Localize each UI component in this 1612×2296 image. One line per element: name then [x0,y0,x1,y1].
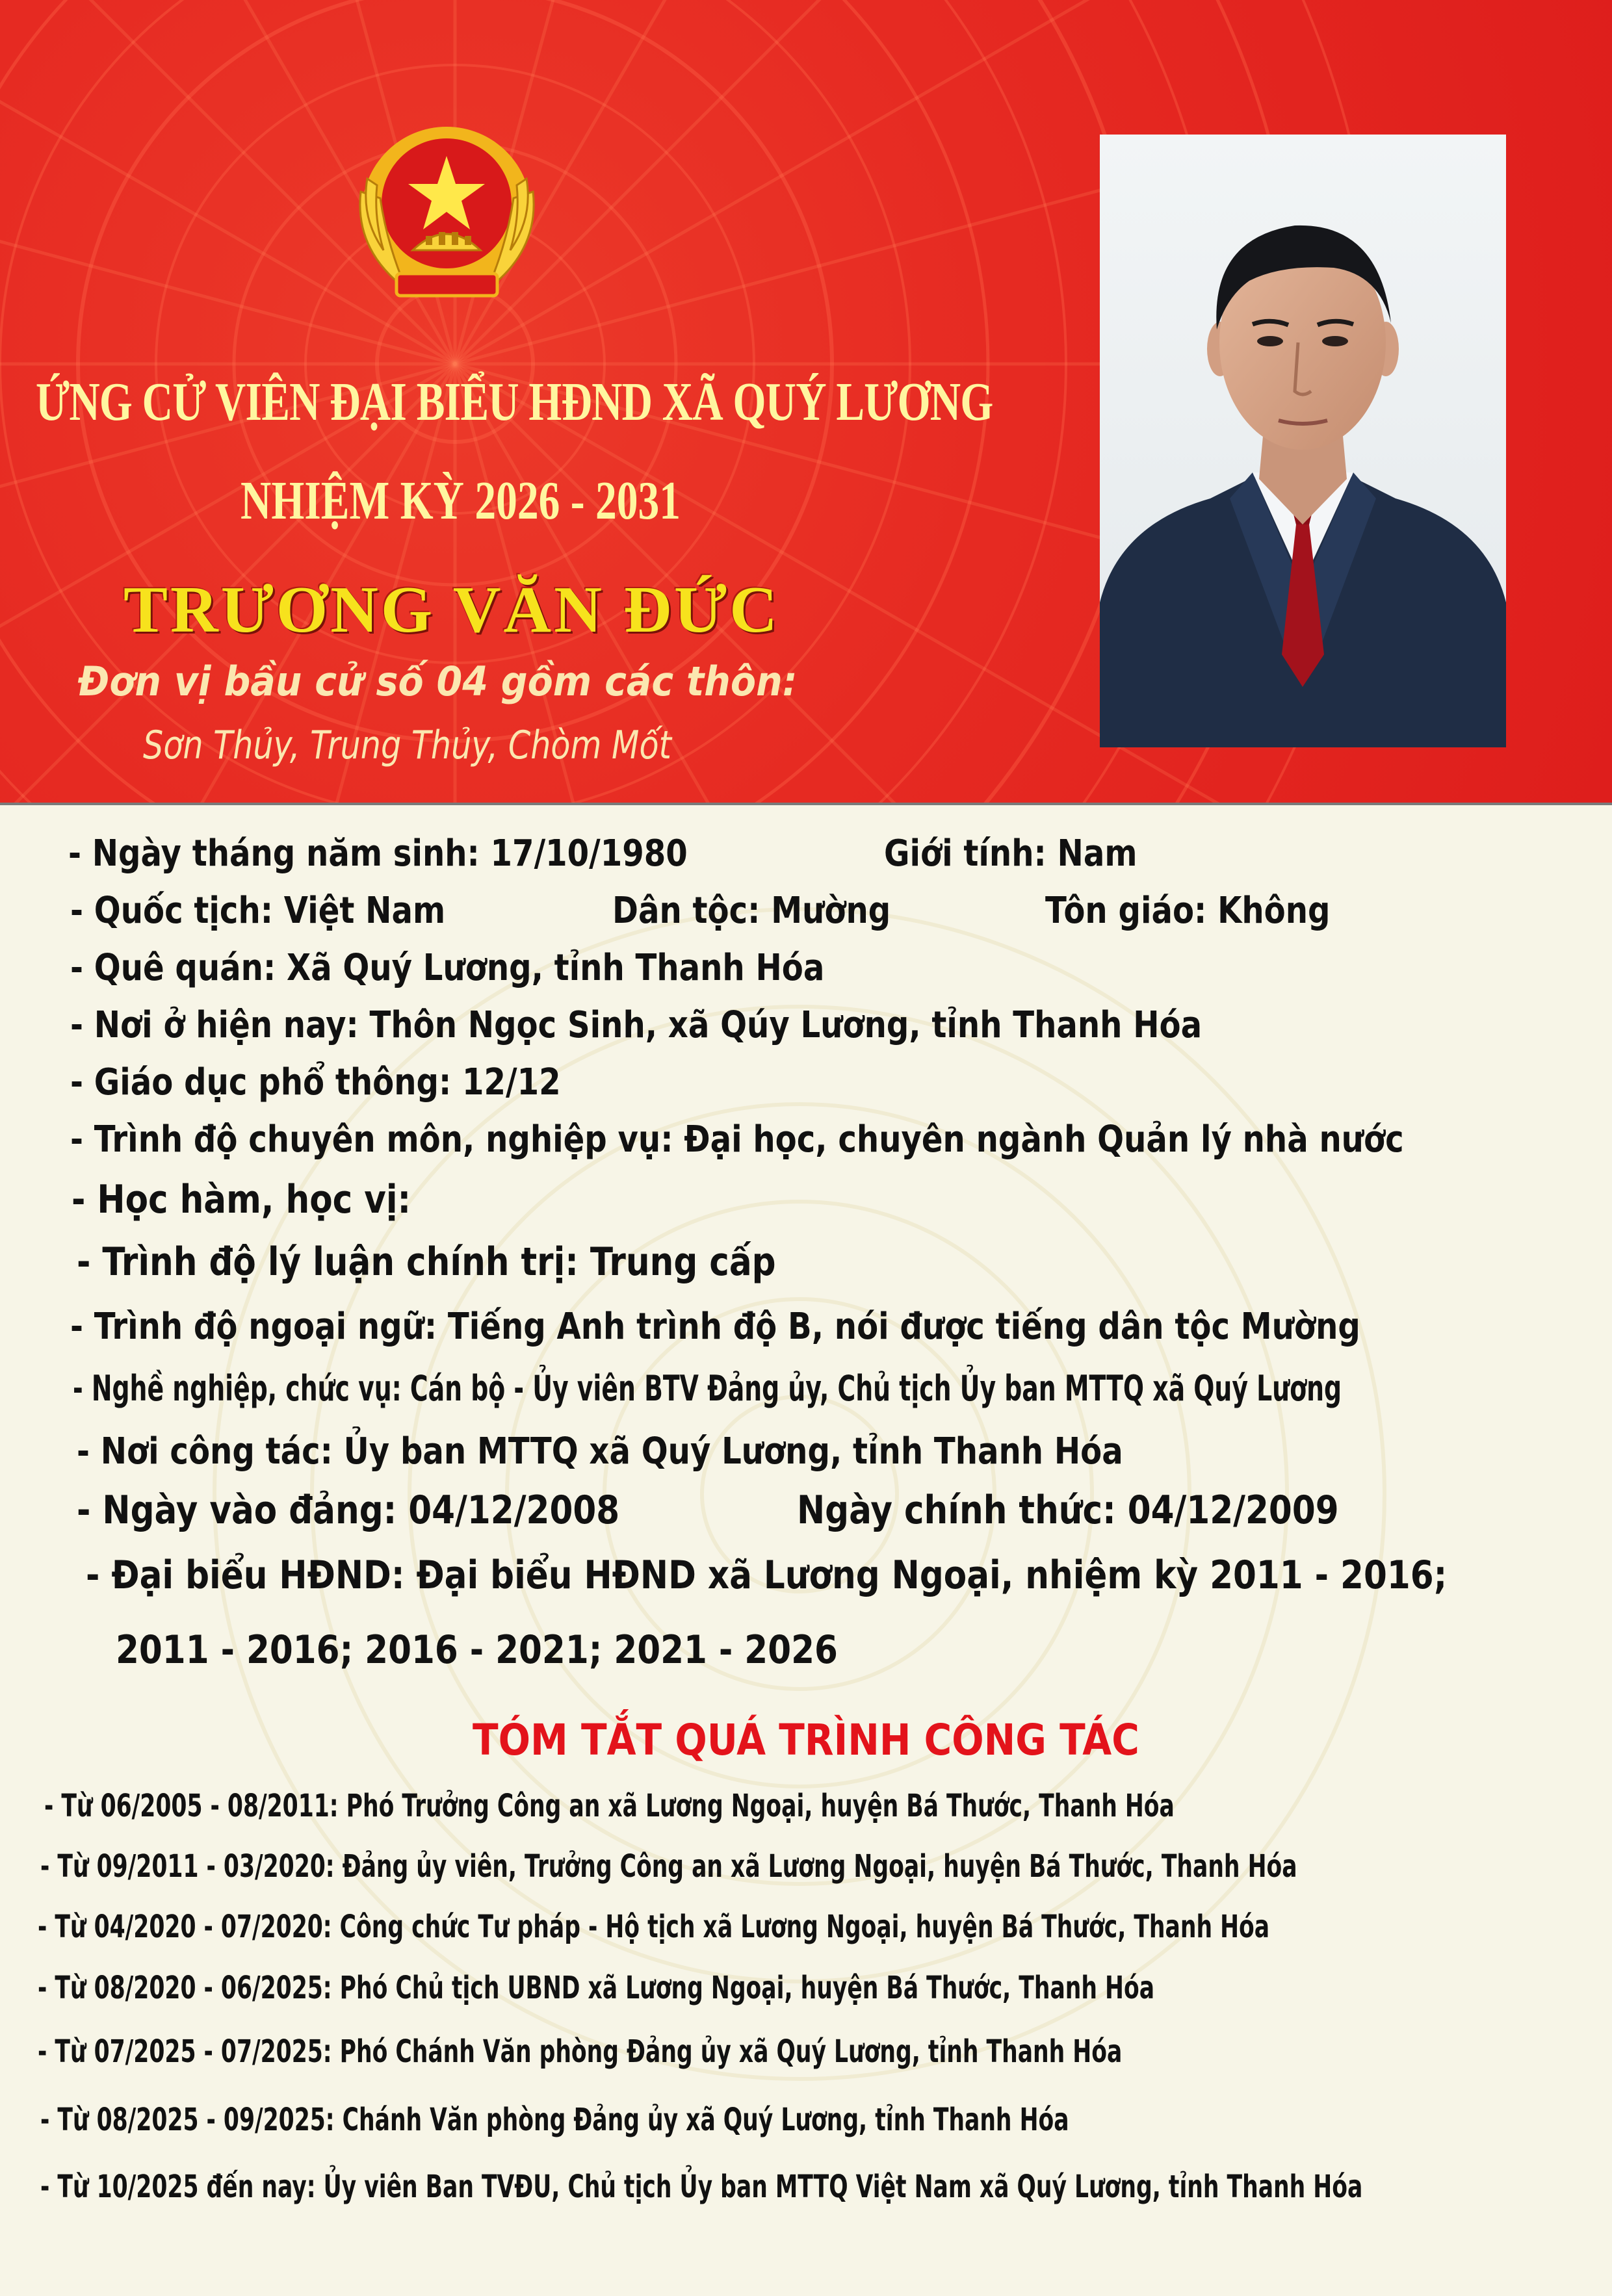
party-join-date: - Ngày vào đảng: 04/12/2008 [77,1488,620,1533]
work-history-item: - Từ 08/2020 - 06/2025: Phó Chủ tịch UBND xã Lương Ngoại, huyện Bá Thước, Thanh Hóa [38,1970,1155,2006]
work-history-item: - Từ 04/2020 - 07/2020: Công chức Tư pháp - Hộ tịch xã Lương Ngoại, huyện Bá Thước, Thanh Hóa [38,1909,1270,1945]
work-history-item: - Từ 07/2025 - 07/2025: Phó Chánh Văn phòng Đảng ủy xã Quý Lương, tỉnh Thanh Hóa [38,2033,1123,2070]
dob: - Ngày tháng năm sinh: 17/10/1980 [68,832,688,875]
foreign-language: - Trình độ ngoại ngữ: Tiếng Anh trình độ B, nói được tiếng dân tộc Mường [70,1306,1360,1348]
nationality: - Quốc tịch: Việt Nam [70,890,446,932]
residence: - Nơi ở hiện nay: Thôn Ngọc Sinh, xã Qúy Lương, tỉnh Thanh Hóa [70,1004,1202,1046]
electoral-unit: Đơn vị bầu cử số 04 gồm các thôn: [78,658,798,705]
national-emblem [335,120,559,315]
work-summary-title: TÓM TẮT QUÁ TRÌNH CÔNG TÁC [473,1715,1139,1765]
villages: Sơn Thủy, Trung Thủy, Chòm Mốt [143,723,671,768]
council-terms: 2011 - 2016; 2016 - 2021; 2021 - 2026 [116,1627,838,1673]
term-line: NHIỆM KỲ 2026 - 2031 [240,471,681,531]
profile-section [0,803,1612,2296]
header-banner [0,0,1612,803]
council-delegate: - Đại biểu HĐND: Đại biểu HĐND xã Lương Ngoại, nhiệm kỳ 2011 - 2016; [86,1553,1448,1598]
ethnicity: Dân tộc: Mường [612,890,891,932]
occupation: - Nghề nghiệp, chức vụ: Cán bộ - Ủy viên BTV Đảng ủy, Chủ tịch Ủy ban MTTQ xã Quý Lương [73,1368,1342,1409]
political-theory: - Trình độ lý luận chính trị: Trung cấp [77,1239,776,1285]
professional-level: - Trình độ chuyên môn, nghiệp vụ: Đại học, chuyên ngành Quản lý nhà nước [70,1118,1404,1161]
party-official-date: Ngày chính thức: 04/12/2009 [797,1488,1339,1533]
work-history-item: - Từ 09/2011 - 03/2020: Đảng ủy viên, Trưởng Công an xã Lương Ngoại, huyện Bá Thước, Thanh Hóa [40,1848,1297,1885]
work-history-item: - Từ 10/2025 đến nay: Ủy viên Ban TVĐU, Chủ tịch Ủy ban MTTQ Việt Nam xã Quý Lương, tỉnh Thanh Hóa [40,2169,1363,2205]
work-history-item: - Từ 08/2025 - 09/2025: Chánh Văn phòng Đảng ủy xã Quý Lương, tỉnh Thanh Hóa [40,2102,1069,2138]
academic-title: - Học hàm, học vị: [72,1177,411,1222]
workplace: - Nơi công tác: Ủy ban MTTQ xã Quý Lương, tỉnh Thanh Hóa [77,1430,1123,1473]
candidate-title: ỨNG CỬ VIÊN ĐẠI BIỂU HĐND XÃ QUÝ LƯƠNG [36,372,993,432]
general-education: - Giáo dục phổ thông: 12/12 [70,1061,561,1103]
religion: Tôn giáo: Không [1045,890,1331,932]
hometown: - Quê quán: Xã Quý Lương, tỉnh Thanh Hóa [70,947,825,989]
work-history-item: - Từ 06/2005 - 08/2011: Phó Trưởng Công an xã Lương Ngoại, huyện Bá Thước, Thanh Hóa [44,1788,1175,1824]
candidate-name: TRƯƠNG VĂN ĐỨC [124,573,780,647]
gender: Giới tính: Nam [884,832,1138,875]
candidate-portrait [1100,135,1506,747]
